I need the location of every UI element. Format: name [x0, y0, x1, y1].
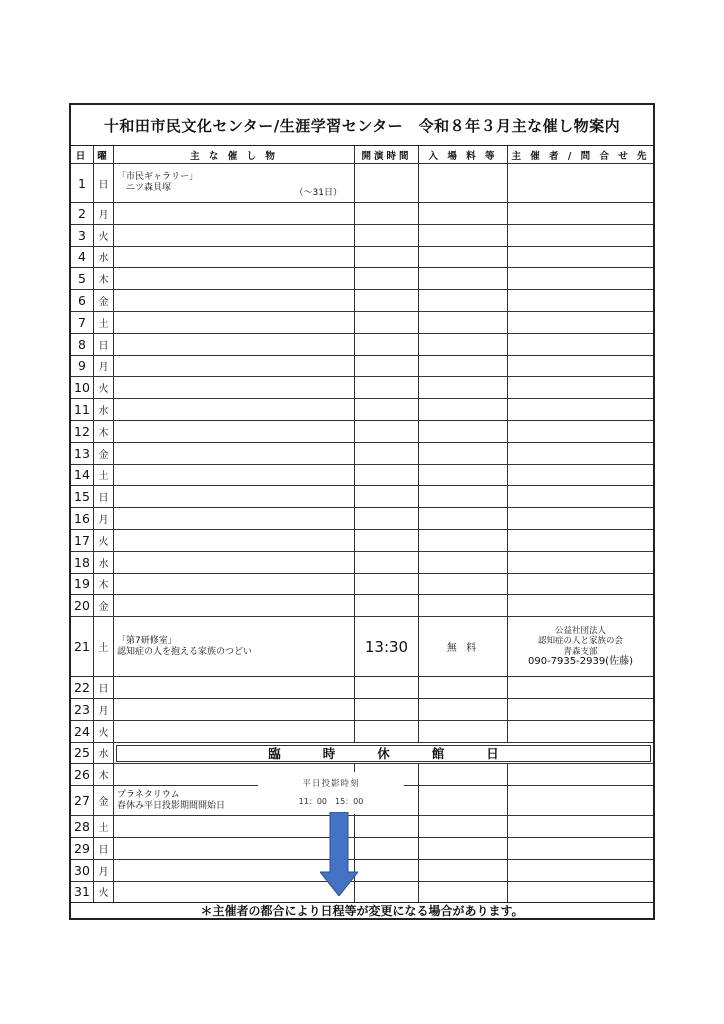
- organizer-cell: [508, 617, 653, 676]
- weekday: 土: [94, 617, 114, 676]
- fee-cell: [419, 465, 508, 486]
- event-cell: [114, 860, 355, 881]
- table-row: [71, 443, 653, 465]
- time-cell: [355, 356, 419, 377]
- table-row: [71, 268, 653, 290]
- fee-cell: [419, 838, 508, 859]
- organizer-cell: [508, 743, 653, 764]
- time-cell: [355, 486, 419, 507]
- organizer-cell: [508, 290, 653, 311]
- organizer-line: 公益社団法人: [554, 625, 606, 636]
- day-number: 20: [71, 595, 94, 616]
- fee-cell: [419, 421, 508, 442]
- event-cell: [114, 838, 355, 859]
- day-number: 28: [71, 816, 94, 837]
- time-cell: [355, 552, 419, 573]
- day-number: 4: [71, 247, 94, 268]
- fee-cell: [419, 786, 508, 815]
- weekday: 水: [94, 247, 114, 268]
- table-row: [71, 677, 653, 699]
- table-row: [71, 421, 653, 443]
- fee-cell: [419, 764, 508, 785]
- footer-note: ＊主催者の都合により日程等が変更になる場合があります。: [200, 903, 524, 918]
- header-day: 日: [71, 146, 94, 163]
- fee-cell: [419, 334, 508, 355]
- event-cell: [114, 595, 355, 616]
- weekday: 月: [94, 356, 114, 377]
- event-cell: [114, 721, 355, 742]
- organizer-cell: [508, 721, 653, 742]
- table-row: [71, 552, 653, 574]
- organizer-cell: [508, 203, 653, 224]
- time-cell: [355, 530, 419, 551]
- fee-cell: [419, 399, 508, 420]
- table-row: [71, 882, 653, 904]
- table-row: [71, 743, 653, 765]
- weekday: 金: [94, 786, 114, 815]
- day-number: 11: [71, 399, 94, 420]
- fee-cell: [419, 677, 508, 698]
- organizer-cell: [508, 677, 653, 698]
- organizer-line: 青森支部: [563, 646, 598, 657]
- event-cell: [114, 334, 355, 355]
- event-range: （～31日）: [294, 188, 342, 198]
- organizer-cell: [508, 838, 653, 859]
- planetarium-time-box: [258, 772, 404, 814]
- fee-cell: [419, 164, 508, 202]
- table-row: [71, 574, 653, 596]
- weekday: 木: [94, 764, 114, 785]
- time-cell: [355, 377, 419, 398]
- table-row: [71, 860, 653, 882]
- day-number: 31: [71, 882, 94, 903]
- table-row: [71, 486, 653, 508]
- time-cell: [355, 816, 419, 837]
- page-title: 十和田市民文化センター/生涯学習センター 令和８年３月主な催し物案内: [71, 105, 653, 146]
- organizer-cell: [508, 508, 653, 529]
- time-cell: [355, 595, 419, 616]
- closed-day-label: 臨時休館日: [268, 746, 541, 762]
- day-number: 27: [71, 786, 94, 815]
- event-cell: [114, 465, 355, 486]
- event-cell: [114, 421, 355, 442]
- fee-cell: [419, 699, 508, 720]
- table-row: [71, 530, 653, 552]
- event-cell: [114, 816, 355, 837]
- table-row: [71, 164, 653, 203]
- fee-cell: [419, 595, 508, 616]
- time-cell: [355, 574, 419, 595]
- time-cell: [355, 721, 419, 742]
- event-cell: [114, 617, 355, 676]
- fee-cell: [419, 443, 508, 464]
- header-fee: 入 場 料 等: [419, 146, 508, 163]
- event-cell: [114, 443, 355, 464]
- weekday: 土: [94, 465, 114, 486]
- day-number: 1: [71, 164, 94, 202]
- fee-cell: [419, 574, 508, 595]
- event-cell: [114, 377, 355, 398]
- time-cell: [355, 443, 419, 464]
- event-cell: [114, 312, 355, 333]
- organizer-info: [528, 626, 633, 668]
- time-cell: [355, 699, 419, 720]
- time-cell: [355, 421, 419, 442]
- table-row: [71, 816, 653, 838]
- table-row: [71, 508, 653, 530]
- fee-cell: [419, 617, 508, 676]
- weekday: 木: [94, 421, 114, 442]
- time-cell: [355, 334, 419, 355]
- fee-cell: [419, 203, 508, 224]
- time-cell: [355, 312, 419, 333]
- day-number: 6: [71, 290, 94, 311]
- planetarium-box-times: 11：00 15：00: [298, 797, 364, 806]
- time-cell: [355, 203, 419, 224]
- organizer-cell: [508, 356, 653, 377]
- event-cell: [114, 677, 355, 698]
- day-number: 18: [71, 552, 94, 573]
- fee-cell: [419, 377, 508, 398]
- event-cell: [114, 882, 355, 903]
- fee-cell: [419, 882, 508, 903]
- weekday: 金: [94, 443, 114, 464]
- table-row: [71, 356, 653, 378]
- organizer-cell: [508, 268, 653, 289]
- organizer-cell: [508, 421, 653, 442]
- organizer-line: 認知症の人と家族の会: [537, 636, 623, 647]
- time-cell: [355, 838, 419, 859]
- organizer-cell: [508, 882, 653, 903]
- weekday: 土: [94, 816, 114, 837]
- event-text: 「市民ギャラリー」 ニツ森貝塚: [117, 172, 199, 193]
- header-time: 開演時間: [355, 146, 419, 163]
- fee-cell: [419, 225, 508, 246]
- weekday: 月: [94, 508, 114, 529]
- organizer-cell: [508, 552, 653, 573]
- day-number: 29: [71, 838, 94, 859]
- weekday: 火: [94, 721, 114, 742]
- event-cell: [114, 225, 355, 246]
- time-cell: [355, 860, 419, 881]
- organizer-cell: [508, 530, 653, 551]
- day-number: 25: [71, 743, 94, 764]
- event-text: プラネタリウム 春休み平日投影期間開始日: [117, 789, 226, 811]
- weekday: 日: [94, 677, 114, 698]
- table-row: [71, 312, 653, 334]
- table-row: [71, 838, 653, 860]
- organizer-cell: [508, 486, 653, 507]
- organizer-cell: [508, 443, 653, 464]
- organizer-cell: [508, 816, 653, 837]
- organizer-cell: [508, 699, 653, 720]
- time-cell: [355, 290, 419, 311]
- organizer-cell: [508, 164, 653, 202]
- time-cell: [355, 617, 419, 676]
- day-number: 19: [71, 574, 94, 595]
- day-number: 16: [71, 508, 94, 529]
- day-number: 21: [71, 617, 94, 676]
- organizer-cell: [508, 247, 653, 268]
- organizer-cell: [508, 399, 653, 420]
- time-cell: [355, 247, 419, 268]
- weekday: 月: [94, 203, 114, 224]
- fee-cell: [419, 247, 508, 268]
- event-cell: [114, 574, 355, 595]
- event-cell: [114, 530, 355, 551]
- time-cell: [355, 268, 419, 289]
- weekday: 金: [94, 290, 114, 311]
- organizer-cell: [508, 334, 653, 355]
- day-number: 22: [71, 677, 94, 698]
- table-header-row: [71, 146, 653, 164]
- weekday: 火: [94, 882, 114, 903]
- organizer-cell: [508, 860, 653, 881]
- organizer-cell: [508, 764, 653, 785]
- weekday: 水: [94, 743, 114, 764]
- organizer-cell: [508, 574, 653, 595]
- day-number: 24: [71, 721, 94, 742]
- time-cell: [355, 399, 419, 420]
- fee-cell: [419, 356, 508, 377]
- fee-cell: [419, 816, 508, 837]
- weekday: 土: [94, 312, 114, 333]
- table-row: [71, 225, 653, 247]
- fee-cell: [419, 508, 508, 529]
- fee-cell: [419, 530, 508, 551]
- table-row: [71, 247, 653, 269]
- time-cell: [355, 508, 419, 529]
- day-number: 2: [71, 203, 94, 224]
- event-cell: [114, 356, 355, 377]
- event-text: 「第7研修室」 認知症の人を抱える家族のつどい: [117, 635, 253, 657]
- table-row: [71, 399, 653, 421]
- weekday: 月: [94, 699, 114, 720]
- fee-cell: [419, 486, 508, 507]
- table-row: [71, 290, 653, 312]
- weekday: 水: [94, 399, 114, 420]
- start-time: 13:30: [364, 637, 409, 656]
- organizer-cell: [508, 595, 653, 616]
- day-number: 9: [71, 356, 94, 377]
- fee-cell: [419, 290, 508, 311]
- day-number: 12: [71, 421, 94, 442]
- table-row: [71, 617, 653, 677]
- event-cell: [114, 164, 355, 202]
- table-row: [71, 334, 653, 356]
- header-weekday: 曜: [94, 146, 114, 163]
- table-row: [71, 595, 653, 617]
- event-cell: [114, 247, 355, 268]
- weekday: 水: [94, 552, 114, 573]
- table-row: [71, 377, 653, 399]
- day-number: 23: [71, 699, 94, 720]
- organizer-phone: 090-7935-2939(佐藤): [527, 656, 633, 668]
- event-cell: [114, 552, 355, 573]
- weekday: 月: [94, 860, 114, 881]
- day-number: 17: [71, 530, 94, 551]
- event-cell: [114, 508, 355, 529]
- organizer-cell: [508, 786, 653, 815]
- weekday: 火: [94, 225, 114, 246]
- event-cell: [114, 699, 355, 720]
- table-row: [71, 721, 653, 743]
- day-number: 30: [71, 860, 94, 881]
- weekday: 金: [94, 595, 114, 616]
- table-row: [71, 465, 653, 487]
- day-number: 26: [71, 764, 94, 785]
- admission-fee: 無 料: [446, 643, 480, 655]
- event-cell: [114, 290, 355, 311]
- organizer-cell: [508, 377, 653, 398]
- fee-cell: [419, 552, 508, 573]
- header-event: 主 な 催 し 物: [114, 146, 355, 163]
- time-cell: [355, 465, 419, 486]
- weekday: 日: [94, 164, 114, 202]
- organizer-cell: [508, 225, 653, 246]
- header-organizer: 主 催 者 / 問 合 せ 先: [511, 150, 650, 162]
- table-row: [71, 699, 653, 721]
- fee-cell: [419, 860, 508, 881]
- weekday: 火: [94, 530, 114, 551]
- day-number: 8: [71, 334, 94, 355]
- weekday: 木: [94, 268, 114, 289]
- weekday: 木: [94, 574, 114, 595]
- time-cell: [355, 164, 419, 202]
- weekday: 日: [94, 838, 114, 859]
- fee-cell: [419, 312, 508, 333]
- time-cell: [355, 677, 419, 698]
- weekday: 日: [94, 486, 114, 507]
- weekday: 火: [94, 377, 114, 398]
- fee-cell: [419, 268, 508, 289]
- day-number: 5: [71, 268, 94, 289]
- event-cell: [114, 268, 355, 289]
- day-number: 10: [71, 377, 94, 398]
- planetarium-box-title: 平日投影時刻: [302, 779, 360, 789]
- organizer-cell: [508, 465, 653, 486]
- time-cell: [355, 882, 419, 903]
- day-number: 14: [71, 465, 94, 486]
- down-arrow-icon: [320, 812, 358, 896]
- time-cell: [355, 225, 419, 246]
- event-cell: [114, 486, 355, 507]
- weekday: 日: [94, 334, 114, 355]
- event-cell: [114, 203, 355, 224]
- fee-cell: [419, 721, 508, 742]
- day-number: 15: [71, 486, 94, 507]
- day-number: 7: [71, 312, 94, 333]
- table-row: [71, 203, 653, 225]
- organizer-cell: [508, 312, 653, 333]
- day-number: 13: [71, 443, 94, 464]
- event-cell: [114, 399, 355, 420]
- day-number: 3: [71, 225, 94, 246]
